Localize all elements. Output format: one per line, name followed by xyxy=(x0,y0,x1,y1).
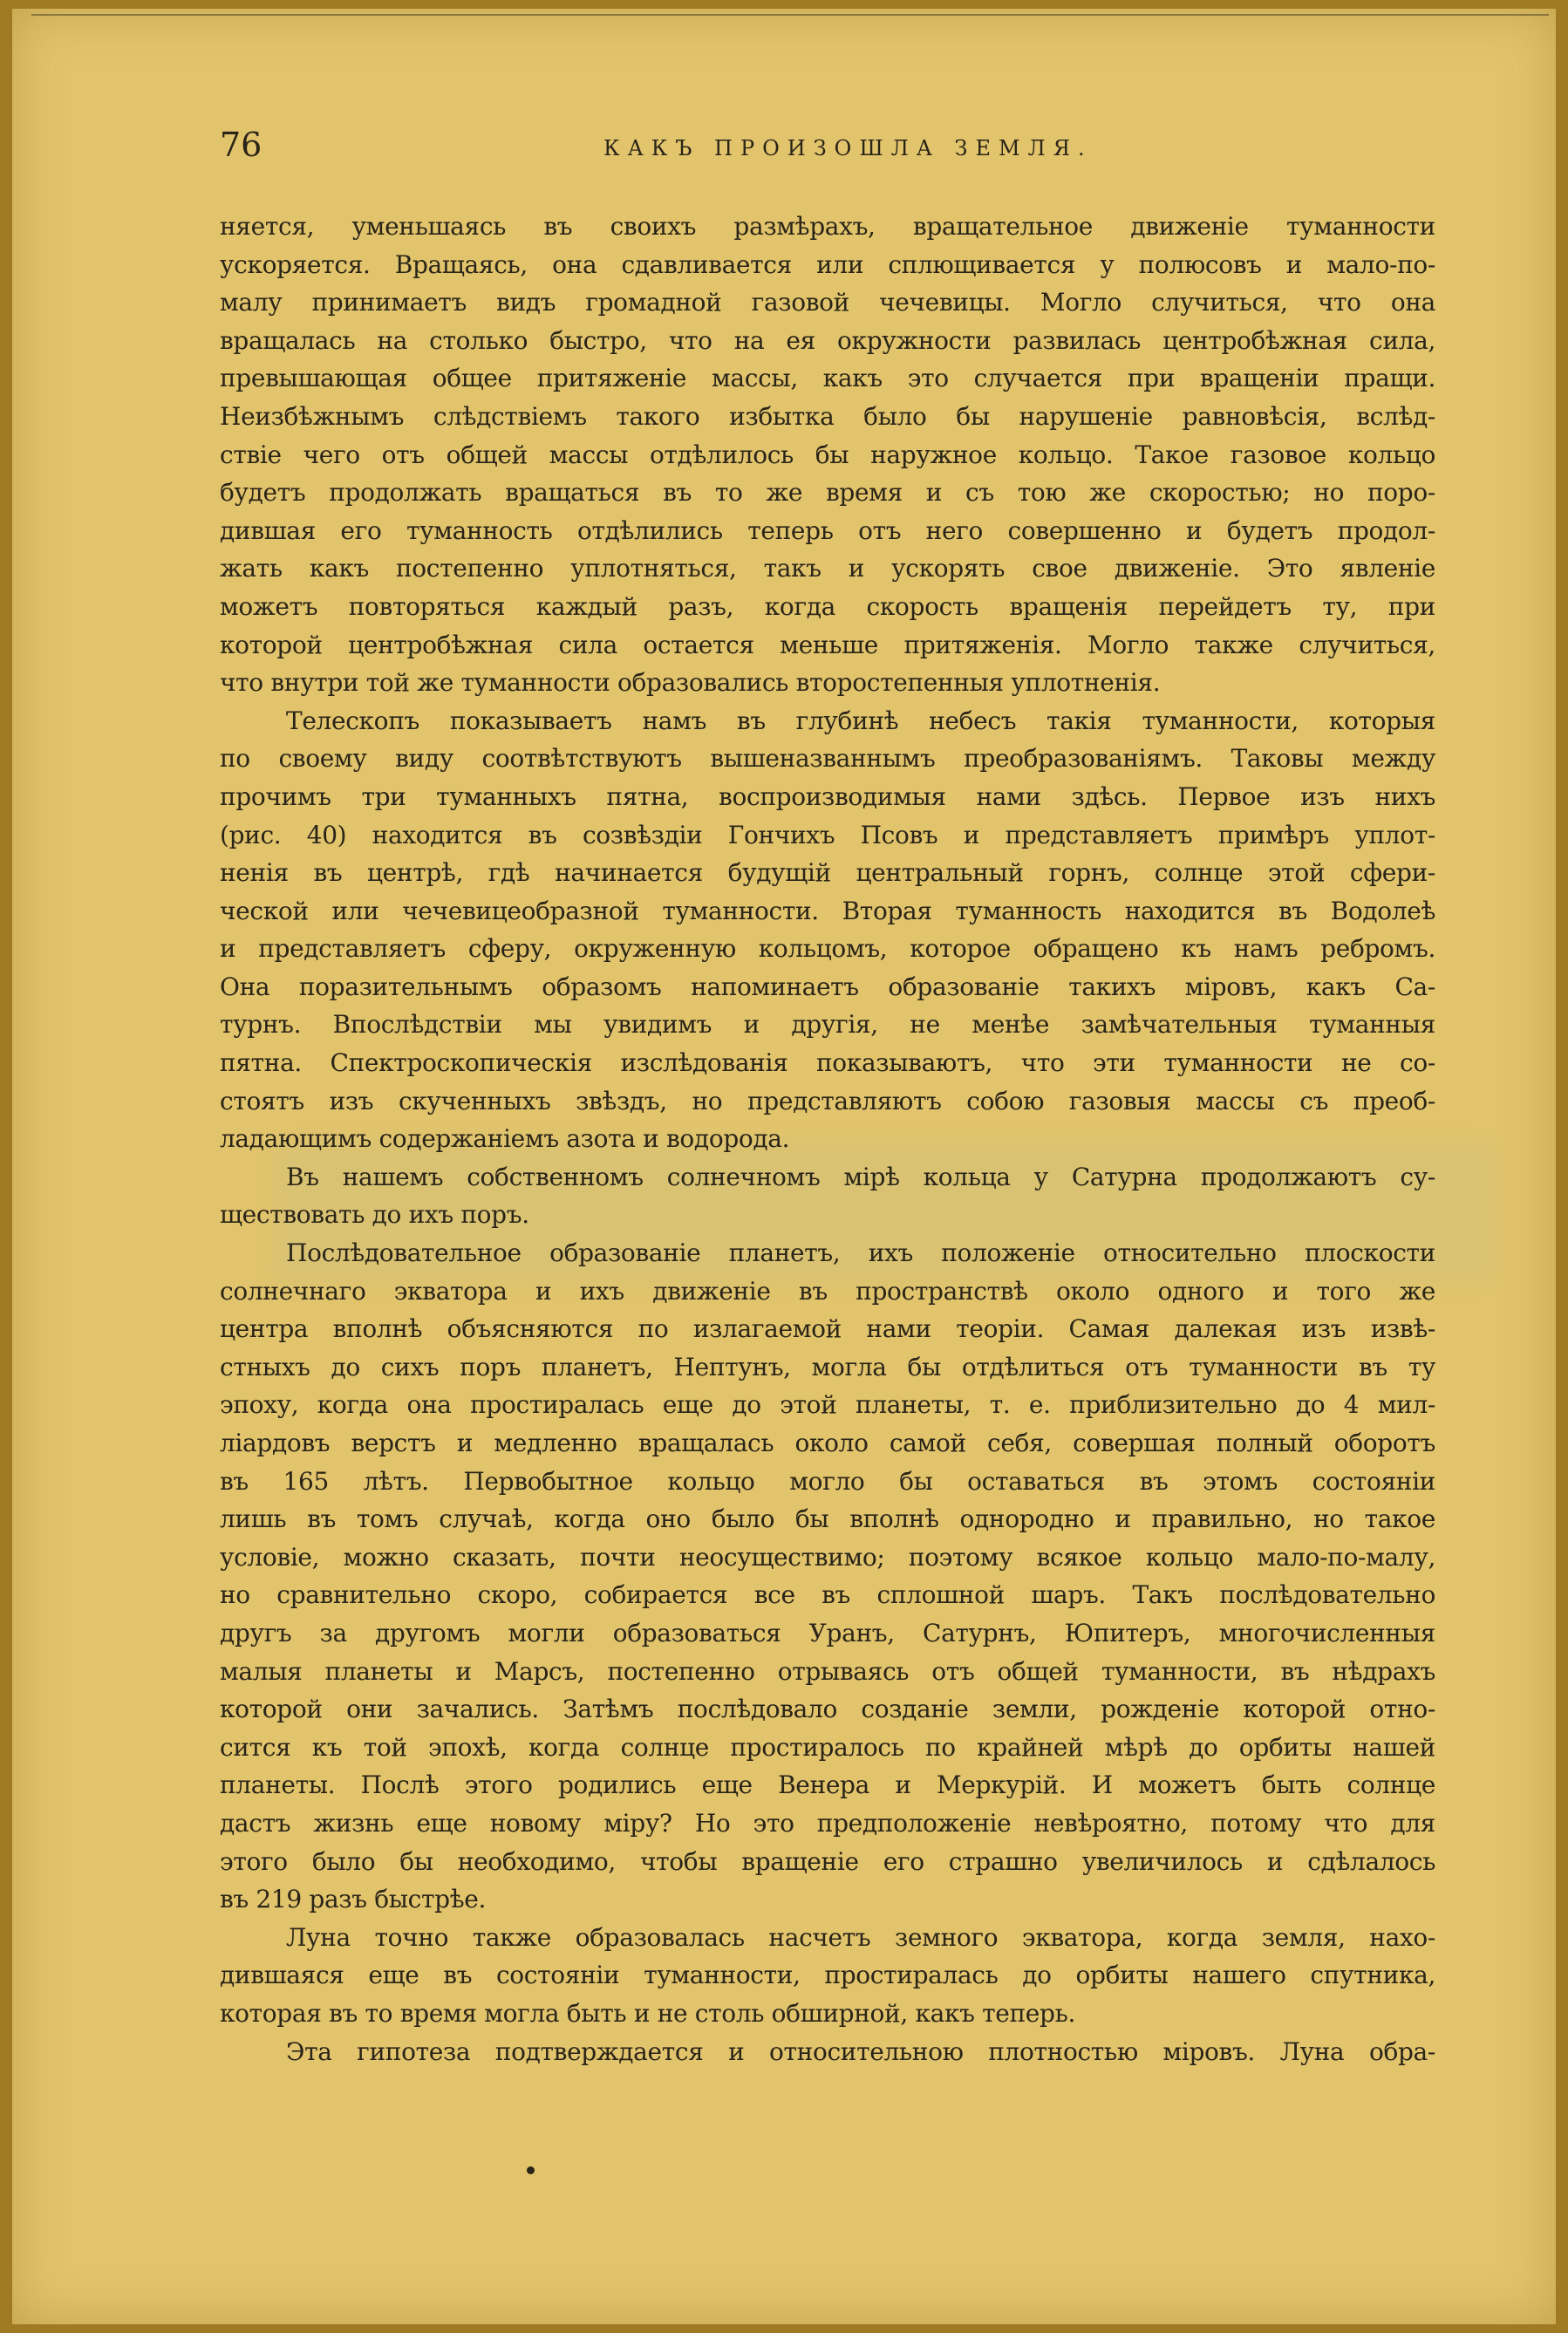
page-header xyxy=(220,124,1441,166)
text-line: ладающимъ содержаніемъ азота и водорода. xyxy=(220,1124,790,1154)
text-line: которой центробѣжная сила остается меньше притяженія. Могло также случиться, xyxy=(220,630,1435,659)
body-text xyxy=(220,208,1435,2070)
text-line: что внутри той же туманности образовались второстепенныя уплотненія. xyxy=(220,668,1161,698)
text-line: дившаяся еще въ состояніи туманности, простиралась до орбиты нашего спутника, xyxy=(220,1961,1435,1990)
text-line: Телескопъ показываетъ намъ въ глубинѣ небесъ такія туманности, которыя xyxy=(286,706,1435,735)
text-line: Эта гипотеза подтверждается и относительною плотностью міровъ. Луна обра- xyxy=(286,2036,1435,2066)
text-line: по своему виду соотвѣтствуютъ вышеназваннымъ преобразованіямъ. Таковы между xyxy=(220,744,1435,774)
paragraph xyxy=(220,1158,1435,1234)
text-line: можетъ повторяться каждый разъ, когда скорость вращенія перейдетъ ту, при xyxy=(220,591,1435,621)
paragraph xyxy=(220,208,1435,702)
text-line: Неизбѣжнымъ слѣдствіемъ такого избытка было бы нарушеніе равновѣсія, вслѣд- xyxy=(220,401,1435,431)
text-line: вращалась на столько быстро, что на ея окружности развилась центробѣжная сила, xyxy=(220,325,1435,355)
text-line: сится къ той эпохѣ, когда солнце простиралось по крайней мѣрѣ до орбиты нашей xyxy=(220,1732,1435,1762)
text-line: Луна точно также образовалась насчетъ земного экватора, когда земля, нахо- xyxy=(286,1922,1435,1952)
paragraph xyxy=(220,702,1435,1158)
text-line: стоятъ изъ скученныхъ звѣздъ, но представляютъ собою газовыя массы съ преоб- xyxy=(220,1086,1435,1115)
paragraph xyxy=(220,2033,1435,2071)
text-line: няется, уменьшаясь въ своихъ размѣрахъ, вращательное движеніе туманности xyxy=(220,212,1435,241)
ink-dot xyxy=(527,2166,535,2174)
text-line: пятна. Спектроскопическія изслѣдованія показываютъ, что эти туманности не со- xyxy=(220,1048,1435,1078)
paragraph xyxy=(220,1234,1435,1919)
text-line: центра вполнѣ объясняются по излагаемой нами теоріи. Самая далекая изъ извѣ- xyxy=(220,1314,1435,1344)
text-line: ліардовъ верстъ и медленно вращалась около самой себя, совершая полный оборотъ xyxy=(220,1429,1435,1457)
text-line: другъ за другомъ могли образоваться Уранъ, Сатурнъ, Юпитеръ, многочисленныя xyxy=(220,1618,1435,1647)
text-line: Она поразительнымъ образомъ напоминаетъ образованіе такихъ міровъ, какъ Са- xyxy=(220,972,1435,1001)
text-line: планеты. Послѣ этого родились еще Венера и Меркурій. И можетъ быть солнце xyxy=(220,1770,1435,1800)
text-line: превышающая общее притяженіе массы, какъ это случается при вращеніи пращи. xyxy=(220,364,1435,393)
text-line: но сравнительно скоро, собирается все въ сплошной шаръ. Такъ послѣдовательно xyxy=(220,1580,1435,1610)
text-line: въ 165 лѣтъ. Первобытное кольцо могло бы оставаться въ этомъ состояніи xyxy=(220,1466,1435,1496)
text-line: (рис. 40) находится въ созвѣздіи Гончихъ Псовъ и представляетъ примѣръ уплот- xyxy=(220,820,1435,849)
text-line: турнъ. Впослѣдствіи мы увидимъ и другія, не менѣе замѣчательныя туманныя xyxy=(220,1010,1435,1040)
text-line: ускоряется. Вращаясь, она сдавливается или сплющивается у полюсовъ и мало-по- xyxy=(220,249,1435,279)
text-line: которая въ то время могла быть и не столь обширной, какъ теперь. xyxy=(220,1998,1076,2028)
running-title: КАКЪ ПРОИЗОШЛА ЗЕМЛЯ. xyxy=(603,136,1093,160)
text-line: въ 219 разъ быстрѣе. xyxy=(220,1885,487,1914)
text-line: солнечнаго экватора и ихъ движеніе въ пространствѣ около одного и того же xyxy=(220,1276,1435,1306)
page-top-rule xyxy=(31,14,1549,16)
text-line: условіе, можно сказать, почти неосуществимо; поэтому всякое кольцо мало-по-малу, xyxy=(220,1542,1435,1572)
text-line: ческой или чечевицеобразной туманности. Вторая туманность находится въ Водолеѣ xyxy=(220,896,1435,925)
text-line: дастъ жизнь еще новому міру? Но это предположеніе невѣроятно, потому что для xyxy=(220,1808,1435,1838)
text-line: малу принимаетъ видъ громадной газовой чечевицы. Могло случиться, что она xyxy=(220,288,1435,317)
text-line: ненія въ центрѣ, гдѣ начинается будущій центральный горнъ, солнце этой сфери- xyxy=(220,858,1435,888)
text-line: эпоху, когда она простиралась еще до этой планеты, т. е. приблизительно до 4 мил- xyxy=(220,1390,1435,1420)
text-line: и представляетъ сферу, окруженную кольцомъ, которое обращено къ намъ ребромъ. xyxy=(220,934,1435,964)
text-line: Послѣдовательное образованіе планетъ, ихъ положеніе относительно плоскости xyxy=(286,1238,1435,1268)
text-line: жать какъ постепенно уплотняться, такъ и ускорять свое движеніе. Это явленіе xyxy=(220,554,1435,583)
text-line: ствіе чего отъ общей массы отдѣлилось бы наружное кольцо. Такое газовое кольцо xyxy=(220,440,1435,469)
text-line: лишь въ томъ случаѣ, когда оно было бы вполнѣ однородно и правильно, но такое xyxy=(220,1504,1435,1534)
paragraph xyxy=(220,1919,1435,2033)
text-line: стныхъ до сихъ поръ планетъ, Нептунъ, могла бы отдѣлиться отъ туманности въ ту xyxy=(220,1352,1435,1381)
text-line: этого было бы необходимо, чтобы вращеніе его страшно увеличилось и сдѣлалось xyxy=(220,1846,1435,1876)
text-line: будетъ продолжать вращаться въ то же время и съ тою же скоростью; но поро- xyxy=(220,478,1435,508)
text-line: дившая его туманность отдѣлились теперь отъ него совершенно и будетъ продол- xyxy=(220,515,1435,545)
text-line: малыя планеты и Марсъ, постепенно отрываясь отъ общей туманности, въ нѣдрахъ xyxy=(220,1656,1435,1686)
text-line: прочимъ три туманныхъ пятна, воспроизводимыя нами здѣсь. Первое изъ нихъ xyxy=(220,781,1435,811)
page-number: 76 xyxy=(220,126,262,164)
text-line: которой они зачались. Затѣмъ послѣдовало созданіе земли, рожденіе которой отно- xyxy=(220,1695,1435,1724)
text-line: ществовать до ихъ поръ. xyxy=(220,1200,529,1230)
text-line: Въ нашемъ собственномъ солнечномъ мірѣ кольца у Сатурна продолжаютъ су- xyxy=(286,1162,1435,1191)
